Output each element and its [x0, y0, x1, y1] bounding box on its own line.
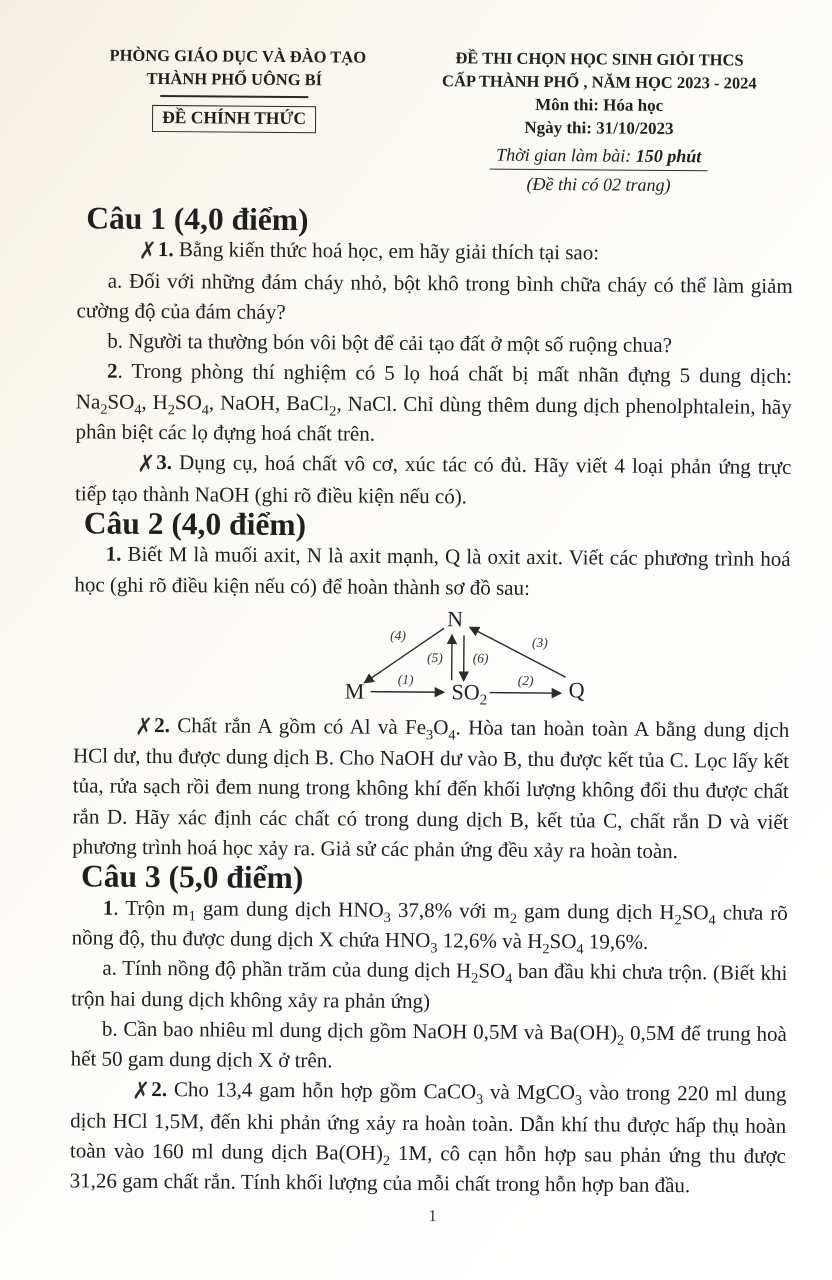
section-1-title: Câu 1 (4,0 điểm): [86, 200, 309, 238]
section-3-paragraphs: [70, 892, 788, 1202]
section-2-paragraphs-after: [72, 709, 789, 867]
handwritten-x-mark: ✗: [131, 1076, 151, 1107]
paragraph: [77, 234, 793, 271]
arrow-m-to-so2: [371, 692, 444, 693]
exam-subject: Môn thi: Hóa học: [535, 94, 664, 115]
exam-date: Ngày thi: 31/10/2023: [524, 117, 674, 139]
label-2: (2): [517, 672, 534, 688]
section-2-title: Câu 2 (4,0 điểm): [83, 505, 307, 543]
official-exam-box: ĐỀ CHÍNH THỨC: [152, 105, 316, 133]
paragraph-text: b. Người ta thường bón vôi bột để cải tạo đất ở một số ruộng chua?: [107, 328, 673, 358]
handwritten-x-mark: ✗: [138, 236, 157, 267]
paragraph-text: 1. Biết M là muối axit, N là axit mạnh, Q là oxit axit. Viết các phương trình hoá học (ghi rõ điều kiện nếu có) để hoàn thành sơ đồ sau:: [74, 541, 791, 600]
paragraph-text: 1. Trộn $m_1$ gam dung dịch $HNO_3$ 37,8% với $m_2$ gam dung dịch $H_2SO_4$ chưa rõ nồng độ, thu được dung dịch X chứa $HNO_3$ 12,6% và $H_2SO_4$ 19,6%.: [71, 895, 788, 958]
paragraph-text: 3. Dụng cụ, hoá chất vô cơ, xúc tác có đủ. Hãy viết 4 loại phản ứng trực tiếp tạo thành NaOH (ghi rõ điều kiện nếu có).: [75, 450, 792, 509]
label-3: (3): [532, 634, 548, 650]
exam-page-count: (Đề thi có 02 trang): [526, 173, 671, 196]
label-6: (6): [472, 650, 489, 666]
paragraph: [75, 447, 791, 514]
paragraph-text: a. Đối với những đám cháy nhỏ, bột khô trong bình chữa cháy có thể làm giảm cường độ của đám cháy?: [76, 268, 793, 324]
header-right-block: [418, 46, 779, 198]
paragraph: [71, 1013, 787, 1079]
paragraph-text: b. Cần bao nhiêu ml dung dịch gồm NaOH 0,5M và $Ba(OH)_2$ 0,5M để trung hoà hết 50 gam dung dịch X ở trên.: [70, 1016, 787, 1073]
header-left-block: [109, 44, 367, 134]
paragraph-text: 1. Bằng kiến thức hoá học, em hãy giải thích tại sao:: [157, 237, 600, 265]
paragraph: [74, 539, 790, 605]
arrow-so2-to-q: [490, 692, 561, 693]
exam-title-line2: CẤP THÀNH PHỐ , NĂM HỌC 2023 - 2024: [441, 71, 757, 93]
handwritten-x-mark: ✗: [134, 712, 154, 743]
department-name: PHÒNG GIÁO DỤC VÀ ĐÀO TẠO: [109, 45, 367, 67]
label-5: (5): [427, 649, 443, 666]
section-1-paragraphs: [75, 234, 793, 514]
city-name: THÀNH PHỐ UÔNG BÍ: [146, 68, 323, 90]
paragraph: [70, 1074, 787, 1202]
paragraph: [72, 709, 789, 867]
label-1: (1): [397, 671, 414, 687]
exam-duration: Thời gian làm bài: 150 phút: [490, 143, 707, 172]
paragraph: [75, 356, 792, 453]
paragraph-text: 2. Trong phòng thí nghiệm có 5 lọ hoá chất bị mất nhãn đựng 5 dung dịch: $Na_2SO_4$, $H_2SO_4$, NaOH, BaCl$_2$, NaCl. Chỉ dùng thêm dung dịch phenolphtalein, hãy phân biệt các lọ đựng hoá chất trên.: [75, 359, 793, 446]
node-m: M: [344, 678, 365, 704]
paragraph-text: a. Tính nồng độ phần trăm của dung dịch $H_2SO_4$ ban đầu khi chưa trộn. (Biết khi trộn hai dung dịch không xảy ra phản ứng): [71, 955, 788, 1013]
section-2-paragraphs: [74, 539, 790, 605]
paragraph: [72, 892, 788, 958]
exam-body: [69, 200, 794, 1201]
paragraph: [76, 265, 792, 331]
section-3-title: Câu 3 (5,0 điểm): [80, 858, 304, 896]
exam-title-line1: ĐỀ THI CHỌN HỌC SINH GIỎI THCS: [455, 48, 744, 70]
handwritten-x-mark: ✗: [136, 449, 156, 480]
reaction-scheme-diagram: [73, 603, 790, 713]
node-so2: $SO_2$: [451, 679, 488, 709]
paragraph-text: 2. Cho 13,4 gam hỗn hợp gồm CaCO$_3$ và MgCO$_3$ vào trong 220 ml dung dịch HCl 1,5M, đến khi phản ứng xảy ra hoàn toàn. Dẫn khí thu được hấp thụ hoàn toàn vào 160 ml dung dịch $Ba(OH)_2$ 1M, cô cạn hỗn hợp sau phản ứng thu được 31,26 gam chất rắn. Tính khối lượng của mỗi chất trong hỗn hợp ban đầu.: [69, 1077, 787, 1198]
reaction-scheme-svg: [339, 605, 612, 709]
paragraph-text: 2. Chất rắn A gồm có Al và $Fe_3O_4$. Hòa tan hoàn toàn A bằng dung dịch HCl dư, thu được dung dịch B. Cho NaOH dư vào B, thu được kết tủa C. Lọc lấy kết tủa, rửa sạch rồi đem nung trong không khí đến khối lượng không đổi thu được chất rắn D. Hãy xác định các chất có trong dung dịch B, kết tủa C, chất rắn D và viết phương trình hoá học xảy ra. Giả sử các phản ứng đều xảy ra hoàn toàn.: [72, 712, 790, 864]
node-q: Q: [568, 677, 585, 703]
paragraph: [71, 953, 787, 1019]
page-number: 1: [428, 1206, 437, 1226]
node-n: N: [447, 606, 464, 632]
label-4: (4): [390, 627, 406, 643]
